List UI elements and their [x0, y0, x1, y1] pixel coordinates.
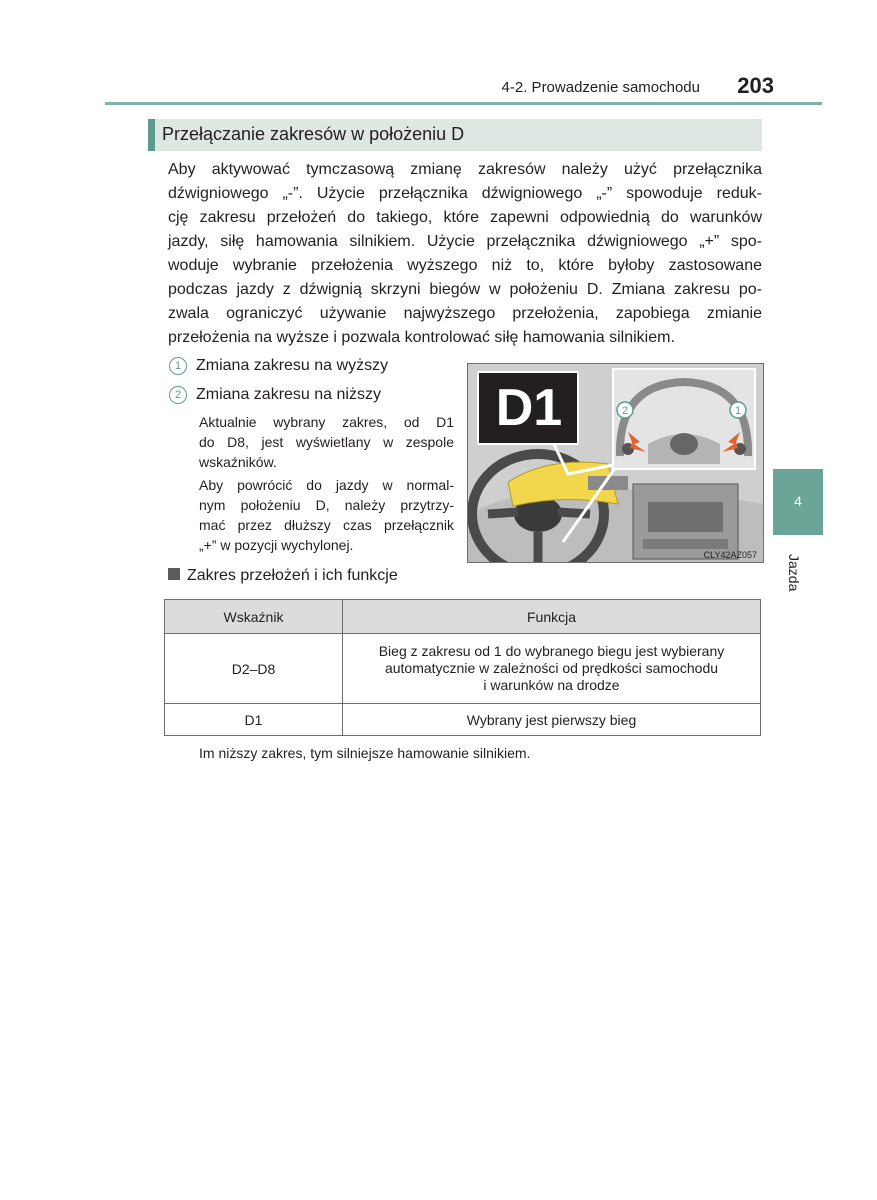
paragraph-line: przełożenia na wyższe i pozwala kontrolować siłę hamowania silnikiem.	[168, 329, 675, 346]
figure-code: CLY42AZ057	[703, 550, 757, 560]
section-heading	[148, 119, 762, 151]
figure-callout-2-label: 2	[621, 405, 629, 417]
subsection-heading-text: Zakres przełożeń i ich funkcje	[187, 567, 398, 584]
function-table	[164, 599, 761, 736]
dashboard-illustration	[467, 363, 764, 563]
paragraph-line: dźwigniowego „-”. Użycie przełącznika dźwigniowego „-” spowoduje reduk-	[168, 185, 762, 202]
page-number: 203	[737, 73, 774, 98]
footnote: Im niższy zakres, tym silniejsze hamowanie silnikiem.	[199, 745, 531, 761]
header-divider	[105, 102, 822, 105]
note-line: wskaźników.	[199, 454, 277, 470]
section-heading-accent	[148, 119, 155, 151]
callout-downshift	[169, 386, 381, 404]
square-bullet-icon	[168, 568, 180, 580]
note-line: mać przez dłuższy czas przełącznik	[199, 517, 454, 533]
function-line: automatycznie w zależności od prędkości samochodu	[384, 660, 719, 676]
gear-display-text: D1	[495, 379, 563, 437]
table-cell-function: Wybrany jest pierwszy bieg	[343, 704, 761, 736]
function-line: Bieg z zakresu od 1 do wybranego biegu jest wybierany	[378, 643, 725, 659]
note-line: nym położeniu D, należy przytrzy-	[199, 497, 454, 513]
table-header-row	[165, 600, 761, 634]
note-line: do D8, jest wyświetlany w zespole	[199, 434, 454, 450]
note-return-normal	[199, 475, 454, 555]
paragraph-line: podczas jazdy z dźwignią skrzyni biegów w położeniu D. Zmiana zakresu po-	[168, 281, 762, 298]
subsection-heading	[168, 567, 398, 585]
table-header-function: Funkcja	[343, 600, 761, 634]
callout-label: Zmiana zakresu na niższy	[196, 386, 381, 403]
callout-upshift	[169, 357, 388, 375]
paragraph-line: cję zakresu przełożeń do takiego, które zapewni odpowiednią do warunków	[168, 209, 762, 226]
note-line: Aby powrócić do jazdy w normal-	[199, 477, 454, 493]
section-heading-text: Przełączanie zakresów w położeniu D	[162, 124, 465, 144]
note-line: „+” w pozycji wychylonej.	[199, 537, 354, 553]
table-cell-indicator: D1	[165, 704, 343, 736]
note-range-display	[199, 412, 454, 472]
chapter-side-label	[784, 556, 804, 596]
table-row	[165, 634, 761, 704]
chapter-tab-number: 4	[794, 493, 802, 509]
chapter-side-label-text: Jazda	[786, 554, 802, 592]
callout-number-2: 2	[169, 386, 187, 404]
callout-label: Zmiana zakresu na wyższy	[196, 357, 389, 374]
note-line: Aktualnie wybrany zakres, od D1	[199, 414, 454, 430]
paragraph-line: jazdy, siłę hamowania silnikiem. Użycie przełącznika dźwigniowego „+” spo-	[168, 233, 762, 250]
paragraph-line: Aby aktywować tymczasową zmianę zakresów należy użyć przełącznika	[168, 161, 762, 178]
figure-callout-1-label: 1	[734, 405, 742, 417]
table-row	[165, 704, 761, 736]
table-header-indicator: Wskaźnik	[165, 600, 343, 634]
body-paragraph	[168, 158, 762, 350]
table-cell-indicator: D2–D8	[165, 634, 343, 704]
chapter-tab	[773, 469, 823, 535]
function-line: i warunków na drodze	[483, 677, 620, 693]
paragraph-line: woduje wybranie przełożenia wyższego niż to, które byłoby zastosowane	[168, 257, 762, 274]
callout-number-1: 1	[169, 357, 187, 375]
table-cell-function	[343, 634, 761, 704]
paragraph-line: zwala ograniczyć używanie najwyższego przełożenia, zapobiega zmianie	[168, 305, 762, 322]
chapter-title: 4-2. Prowadzenie samochodu	[501, 79, 700, 96]
